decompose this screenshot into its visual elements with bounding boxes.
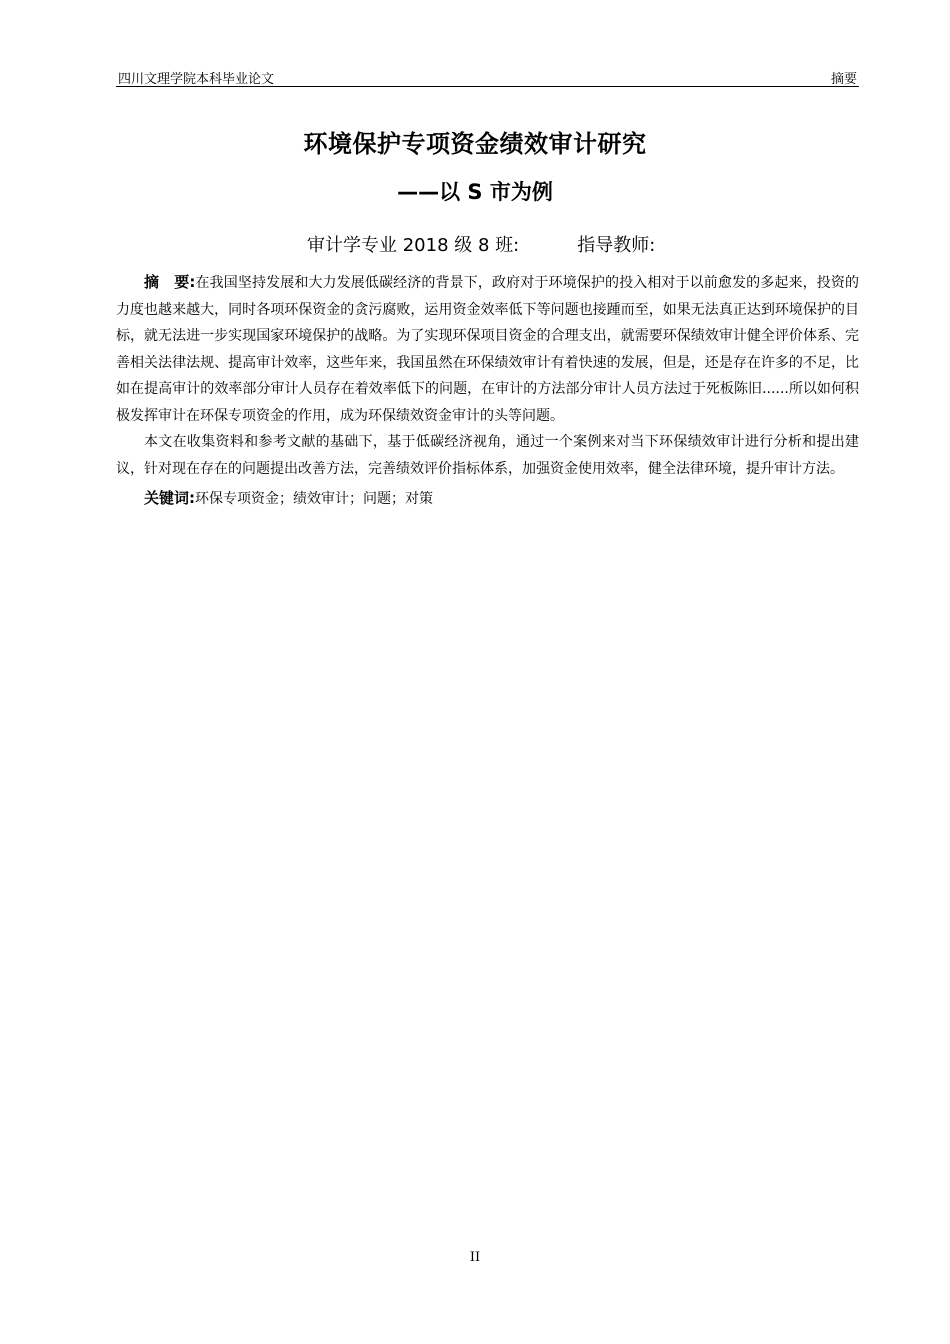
abstract-label: 摘 要:: [144, 273, 196, 291]
abstract-section: [116, 269, 859, 513]
abstract-paragraph-1: [116, 269, 859, 429]
keywords-value: 环保专项资金；绩效审计；问题；对策: [195, 491, 433, 507]
page-number: II: [469, 1250, 481, 1265]
advisor-label: 指导教师:: [577, 235, 656, 256]
header-section-title: 摘要: [830, 72, 857, 87]
major-class: 审计学专业 2018 级 8 班:: [307, 235, 520, 256]
header-school-title: 四川文理学院本科毕业论文: [118, 72, 275, 87]
keywords-line: [116, 485, 859, 513]
abstract-text-1: 在我国坚持发展和大力发展低碳经济的背景下，政府对于环境保护的投入相对于以前愈发的多起来，投资的力度也越来越大，同时各项环保资金的贪污腐败，运用资金效率低下等问题也接踵而至，如果无法真正达到环境保护的目标，就无法进一步实现国家环境保护的战略。为了实现环保项目资金的合理支出，就需要环保绩效审计健全评价体系、完善相关法律法规、提高审计效率，这些年来，我国虽然在环保绩效审计有着快速的发展，但是，还是存在许多的不足，比如在提高审计的效率部分审计人员存在着效率低下的问题，在审计的方法部分审计人员方法过于死板陈旧......所以如何积极发挥审计在环保专项资金的作用，成为环保绩效资金审计的头等问题。: [116, 275, 859, 424]
page-header: [116, 66, 859, 87]
paper-subtitle: ——以 S 市为例: [397, 180, 553, 204]
paper-title: 环境保护专项资金绩效审计研究: [303, 130, 647, 158]
abstract-paragraph-2: 本文在收集资料和参考文献的基础下，基于低碳经济视角，通过一个案例来对当下环保绩效审计进行分析和提出建议，针对现在存在的问题提出改善方法，完善绩效评价指标体系，加强资金使用效率，健全法律环境，提升审计方法。: [116, 434, 859, 477]
author-info: [307, 231, 655, 257]
keywords-label: 关键词:: [144, 489, 195, 507]
